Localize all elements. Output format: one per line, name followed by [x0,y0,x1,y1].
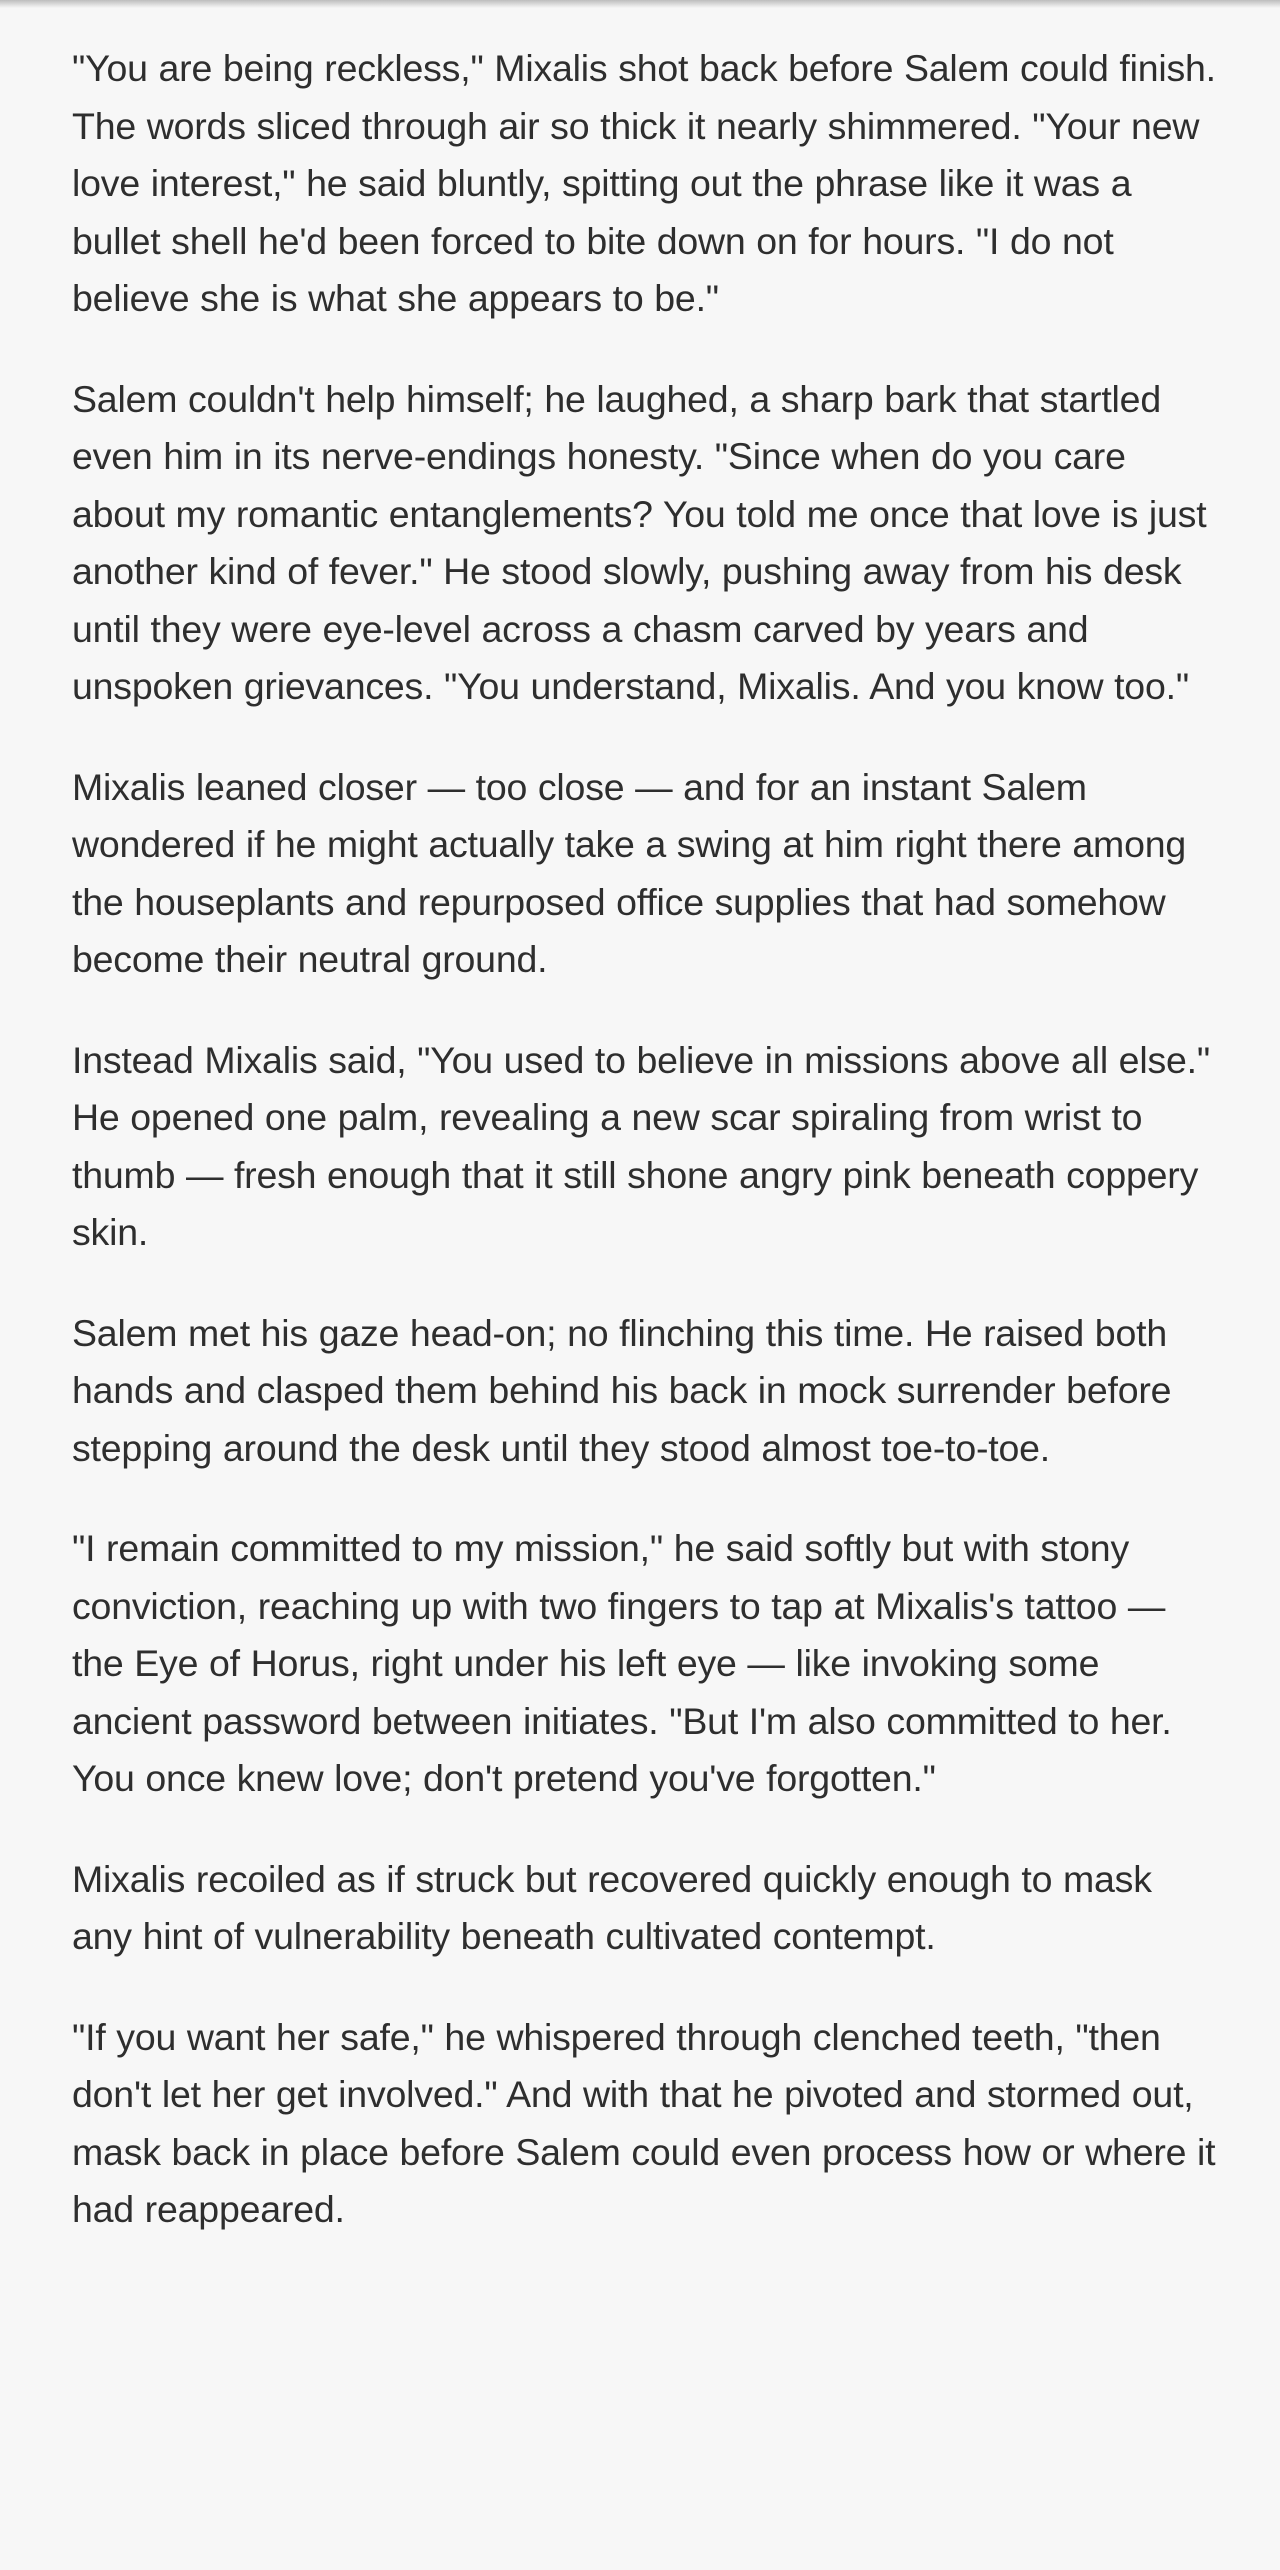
paragraph: "You are being reckless," Mixalis shot back before Salem could finish. The words sliced through air so thick it nearly shimmered. "Your new love interest," he said bluntly, spitting out the phrase like it was a bullet shell he'd been forced to bite down on for hours. "I do not believe she is what she appears to be." [72,47,1216,319]
paragraph: "I remain committed to my mission," he said softly but with stony conviction, reaching up with two fingers to tap at Mixalis's tattoo — the Eye of Horus, right under his left eye — like invoking some ancient password between initiates. "But I'm also committed to her. You once knew love; don't pretend you've forgotten." [72,1527,1172,1799]
story-text [72,40,1222,2282]
paragraph: Instead Mixalis said, "You used to believe in missions above all else." He opened one palm, revealing a new scar spiraling from wrist to thumb — fresh enough that it still shone angry pink beneath coppery skin. [72,1038,1210,1253]
paragraph: Salem couldn't help himself; he laughed, a sharp bark that startled even him in its nerve-endings honesty. "Since when do you care about my romantic entanglements? You told me once that love is just another kind of fever." He stood slowly, pushing away from his desk until they were eye-level across a chasm carved by years and unspoken grievances. "You understand, Mixalis. And you know too." [72,377,1207,707]
paragraph: Mixalis leaned closer — too close — and for an instant Salem wondered if he might actually take a swing at him right there among the houseplants and repurposed office supplies that had somehow become their neutral ground. [72,765,1187,980]
paragraph: Salem met his gaze head-on; no flinching this time. He raised both hands and clasped them behind his back in mock surrender before stepping around the desk until they stood almost toe-to-toe. [72,1311,1172,1469]
paragraph: Mixalis recoiled as if struck but recovered quickly enough to mask any hint of vulnerability beneath cultivated contempt. [72,1857,1152,1957]
paragraph: "If you want her safe," he whispered through clenched teeth, "then don't let her get involved." And with that he pivoted and stormed out, mask back in place before Salem could even process how or where it had reappeared. [72,2015,1216,2230]
top-edge-shadow [0,0,1280,8]
